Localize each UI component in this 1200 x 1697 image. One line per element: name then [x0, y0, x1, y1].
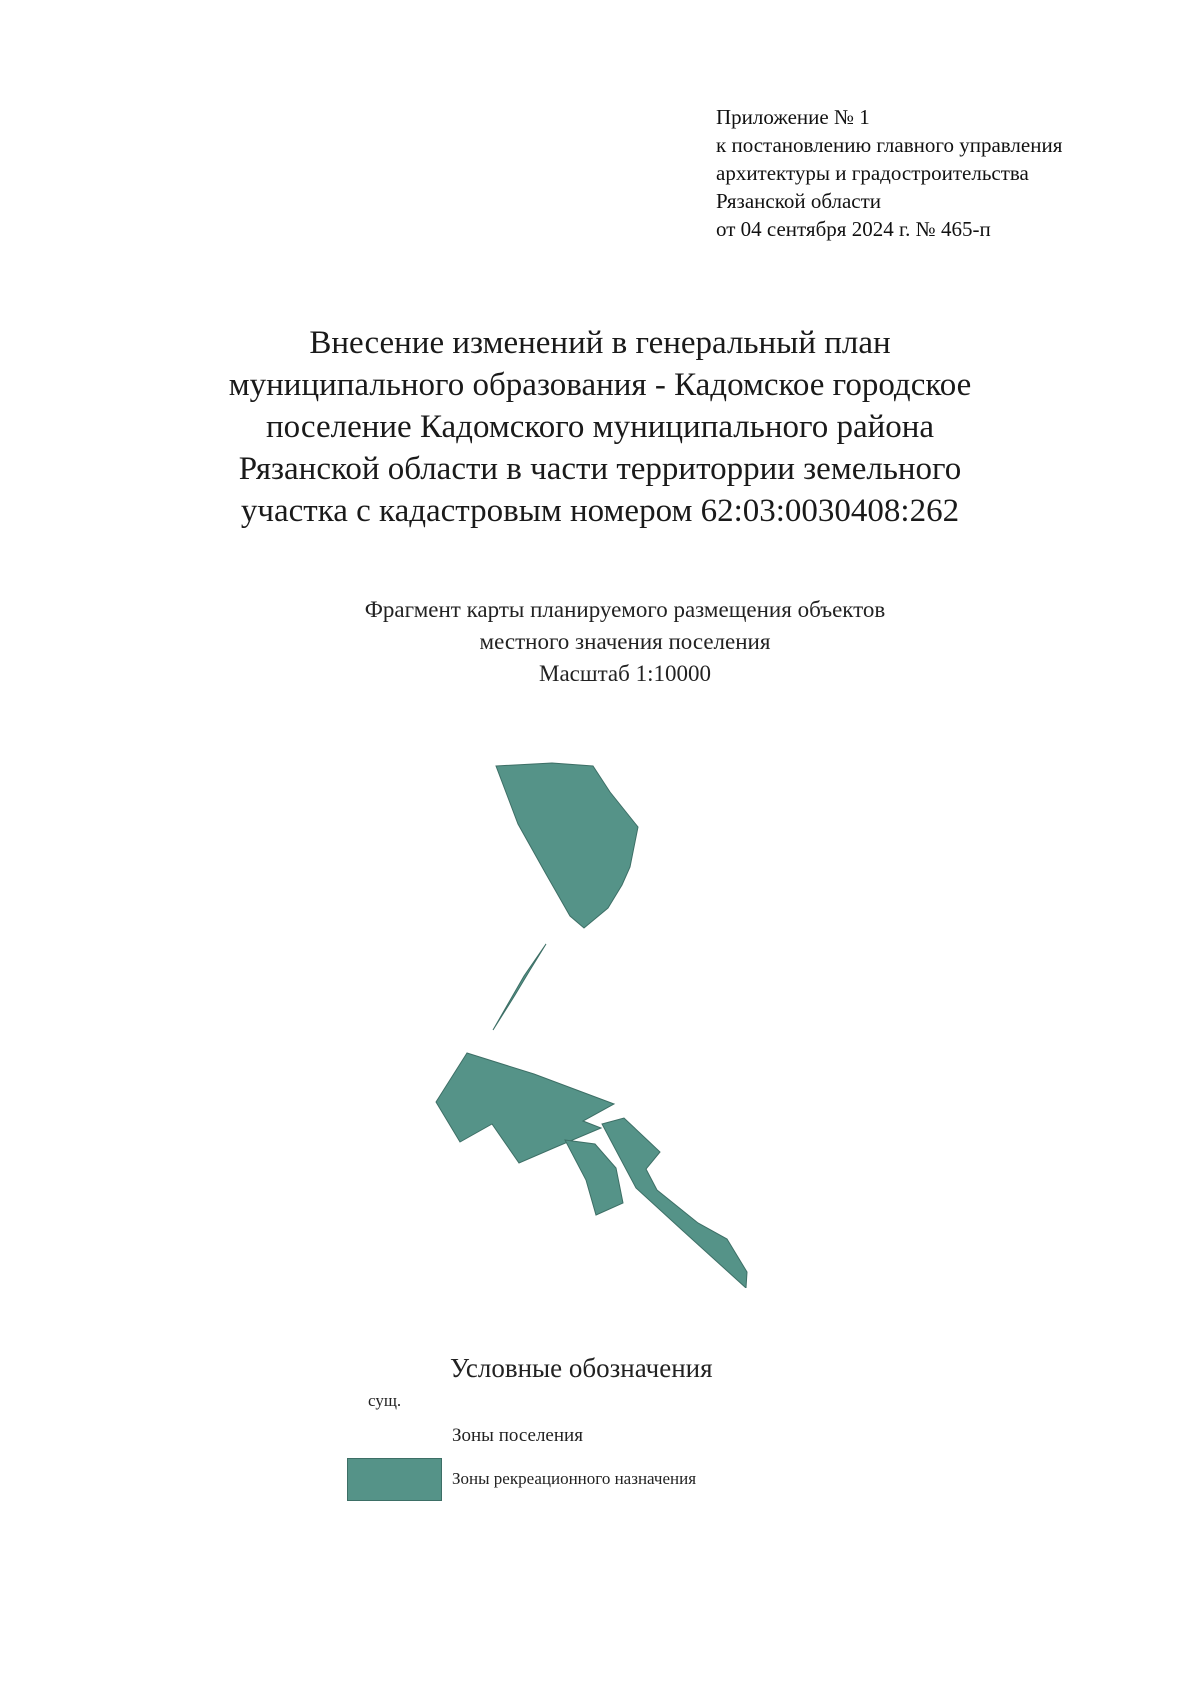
appendix-line: Рязанской области [716, 189, 882, 213]
legend-sush-label: сущ. [368, 1391, 402, 1410]
legend-recreation-swatch [347, 1458, 442, 1501]
caption-line: местного значения поселения [479, 629, 771, 654]
title-line: муниципального образования - Кадомское городское [228, 367, 972, 403]
title-line: участка с кадастровым номером 62:03:0030408:262 [240, 493, 960, 529]
recreation-zone-sliver [493, 944, 546, 1030]
title-line: Рязанской области в части территоррии земельного [238, 451, 962, 487]
appendix-line: к постановлению главного управления [716, 133, 1063, 157]
title-line: Внесение изменений в генеральный план [309, 325, 891, 361]
title-line: поселение Кадомского муниципального района [265, 409, 935, 445]
recreation-zone-east [602, 1118, 747, 1288]
legend-settlement-zones: Зоны поселения [452, 1425, 583, 1446]
map-caption [200, 594, 1050, 690]
appendix-line: от 04 сентября 2024 г. № 465-п [716, 217, 991, 241]
recreation-zone-small [565, 1140, 623, 1215]
document-title [150, 322, 1050, 532]
map-scale: Масштаб 1:10000 [539, 661, 711, 686]
appendix-line: Приложение № 1 [716, 105, 870, 129]
legend-recreation-zones: Зоны рекреационного назначения [452, 1469, 697, 1488]
legend-title: Условные обозначения [450, 1353, 713, 1383]
recreation-zone-north [496, 763, 638, 928]
map-fragment [420, 748, 780, 1288]
caption-line: Фрагмент карты планируемого размещения объектов [364, 597, 886, 622]
appendix-line: архитектуры и градостроительства [716, 161, 1029, 185]
appendix-block [716, 103, 1062, 243]
